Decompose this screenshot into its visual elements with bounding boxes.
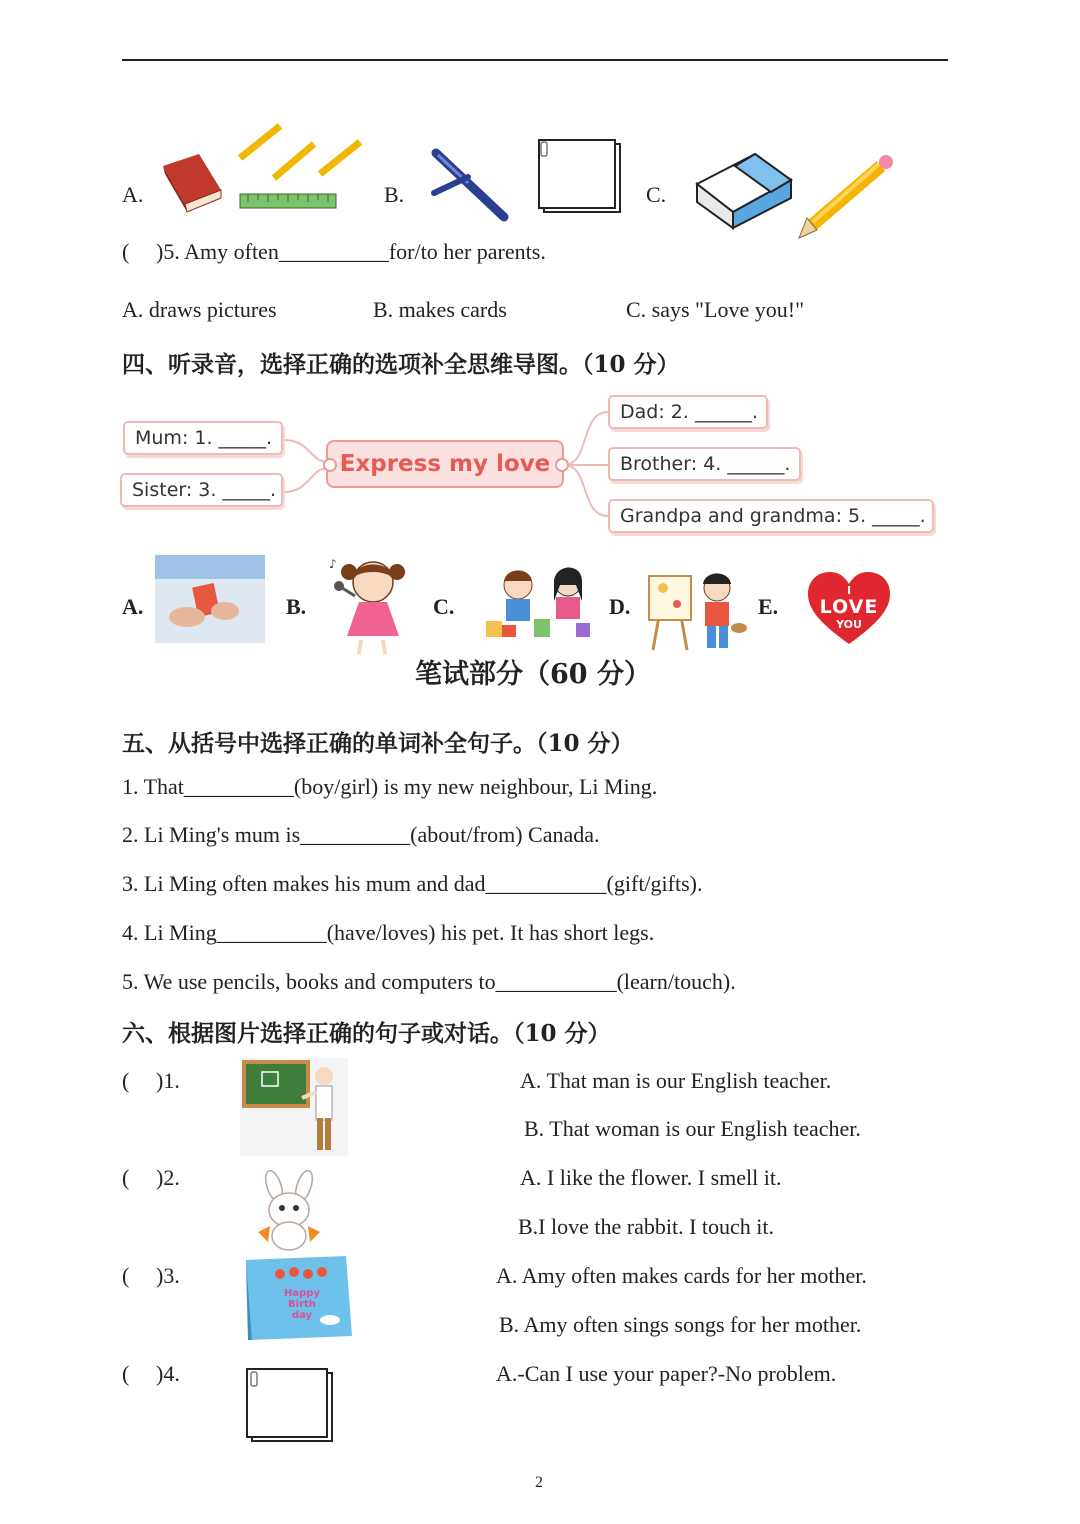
love-heart-line3: YOU xyxy=(836,618,862,631)
s4-option-d-label: D. xyxy=(609,594,631,619)
love-heart-icon xyxy=(808,572,890,646)
s6-q3-option-a: A. Amy often makes cards for her mother. xyxy=(496,1263,867,1288)
s6-q2-option-b: B.I love the rabbit. I touch it. xyxy=(518,1214,774,1239)
mindmap-node-dad: Dad: 2. ______. xyxy=(608,395,768,429)
mindmap-node-sister: Sister: 3. _____. xyxy=(120,473,283,507)
section6-heading: 六、根据图片选择正确的句子或对话。（10 分） xyxy=(122,1020,611,1047)
q5-paren: ( xyxy=(122,239,130,264)
written-part-title: 笔试部分（60 分） xyxy=(415,659,651,690)
s6-q2-label: )2. xyxy=(156,1165,180,1190)
eraser-icon xyxy=(695,140,797,230)
mindmap-right-dot xyxy=(555,458,569,472)
s4-option-b-label: B. xyxy=(286,594,307,619)
q5-option-b: B. makes cards xyxy=(373,297,507,322)
pencil-icon xyxy=(795,152,900,240)
love-heart-line2: LOVE xyxy=(819,596,879,618)
pencils-and-ruler-icon xyxy=(232,120,372,215)
s6-q4-label: )4. xyxy=(156,1361,180,1386)
mindmap-node-mum: Mum: 1. _____. xyxy=(123,421,283,455)
q5-stem: )5. Amy often__________for/to her parents. xyxy=(156,239,546,264)
paper-icon-q4 xyxy=(243,1366,337,1446)
rabbit-icon xyxy=(250,1170,328,1252)
mindmap-center-node: Express my love xyxy=(326,440,564,488)
paper-icon xyxy=(535,135,627,217)
s6-q1-paren: ( xyxy=(122,1068,130,1093)
birthday-card-text: Happy Birth day xyxy=(284,1288,320,1321)
s6-q3-option-b: B. Amy often sings songs for her mother. xyxy=(499,1312,862,1337)
q5-option-a: A. draws pictures xyxy=(122,297,277,322)
kids-with-toys-icon xyxy=(476,555,598,643)
s4-option-c-label: C. xyxy=(433,594,455,619)
s4-option-a-label: A. xyxy=(122,594,144,619)
svg-text:♪: ♪ xyxy=(329,557,337,571)
book-icon xyxy=(155,152,225,214)
s6-q3-label: )3. xyxy=(156,1263,180,1288)
boy-painting-icon xyxy=(643,562,748,654)
pen-icon xyxy=(428,145,518,227)
header-rule xyxy=(122,59,948,61)
q5-option-c: C. says "Love you!" xyxy=(626,297,805,322)
s6-q1-label: )1. xyxy=(156,1068,180,1093)
mindmap-node-brother: Brother: 4. ______. xyxy=(608,447,801,481)
mindmap-node-grandpa-grandma: Grandpa and grandma: 5. _____. xyxy=(608,499,934,533)
s6-q1-option-b: B. That woman is our English teacher. xyxy=(524,1116,861,1141)
section4-heading: 四、听录音，选择正确的选项补全思维导图。（10 分） xyxy=(122,351,680,378)
s6-q3-paren: ( xyxy=(122,1263,130,1288)
s4-option-e-label: E. xyxy=(758,594,779,619)
s6-q2-paren: ( xyxy=(122,1165,130,1190)
s5-item-2: 2. Li Ming's mum is__________(about/from) Canada. xyxy=(122,822,600,847)
s5-item-4: 4. Li Ming__________(have/loves) his pet. It has short legs. xyxy=(122,920,655,945)
s6-q2-option-a: A. I like the flower. I smell it. xyxy=(520,1165,782,1190)
s6-q4-option-a: A.-Can I use your paper?-No problem. xyxy=(496,1361,837,1386)
mindmap-left-dot xyxy=(323,458,337,472)
section5-heading: 五、从括号中选择正确的单词补全句子。（10 分） xyxy=(122,730,634,757)
option-b-label: B. xyxy=(384,182,405,207)
s5-item-1: 1. That__________(boy/girl) is my new neighbour, Li Ming. xyxy=(122,774,658,799)
s6-q1-option-a: A. That man is our English teacher. xyxy=(520,1068,832,1093)
making-card-photo xyxy=(155,555,265,643)
birthday-card-icon xyxy=(246,1256,352,1340)
s6-q4-paren: ( xyxy=(122,1361,130,1386)
option-c-label: C. xyxy=(646,182,667,207)
s5-item-5: 5. We use pencils, books and computers to___________(learn/touch). xyxy=(122,969,736,994)
girl-singing-icon xyxy=(325,552,420,657)
page-number: 2 xyxy=(535,1474,543,1491)
teacher-blackboard-icon xyxy=(240,1058,348,1156)
s5-item-3: 3. Li Ming often makes his mum and dad___________(gift/gifts). xyxy=(122,871,703,896)
option-a-label: A. xyxy=(122,182,144,207)
love-heart-line1: I xyxy=(846,584,852,597)
